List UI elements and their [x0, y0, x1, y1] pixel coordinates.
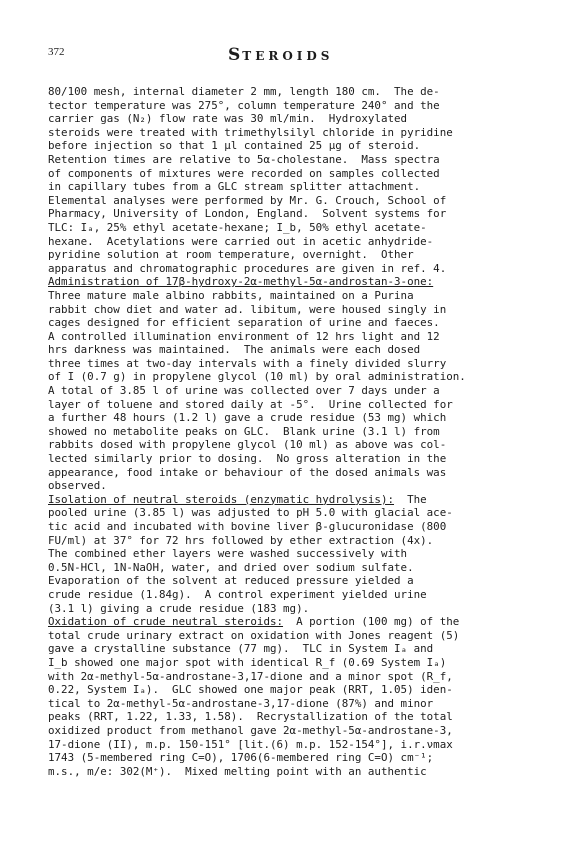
text-line: Evaporation of the solvent at reduced pressure yielded a — [48, 574, 414, 588]
text-line: before injection so that 1 μl contained 25 μg of steroid. — [48, 139, 421, 153]
text-line: of I (0.7 g) in propylene glycol (10 ml) by oral administration. — [48, 370, 466, 384]
text-line: (3.1 l) giving a crude residue (183 mg). — [48, 601, 310, 615]
journal-title-initial: S — [228, 45, 243, 65]
text-line: showed no metabolite peaks on GLC. Blank urine (3.1 l) from — [48, 424, 440, 438]
text-line: 1743 (5-membered ring C=O), 1706(6-membered ring C=O) cm⁻¹; — [48, 751, 434, 765]
text-line: observed. — [48, 479, 107, 493]
text-line: m.s., m/e: 302(M⁺). Mixed melting point with an authentic — [48, 764, 427, 778]
text-line: in capillary tubes from a GLC stream splitter attachment. — [48, 180, 421, 194]
text-line: hexane. Acetylations were carried out in acetic anhydride- — [48, 234, 434, 248]
text-line: layer of toluene and stored daily at -5°. Urine collected for — [48, 397, 453, 411]
text-line: crude residue (1.84g). A control experiment yielded urine — [48, 587, 427, 601]
text-line: pooled urine (3.85 l) was adjusted to pH 5.0 with glacial ace- — [48, 506, 453, 520]
text-line: tic acid and incubated with bovine liver β-glucuronidase (800 — [48, 520, 447, 533]
journal-title-rest: TEROIDS — [242, 49, 334, 63]
section-heading-oxidation: Oxidation of crude neutral steroids: A portion (100 mg) of the — [48, 615, 460, 629]
section-heading-administration: Administration of 17β-hydroxy-2α-methyl-5α-androstan-3-one: — [48, 275, 434, 289]
text-line: rabbits dosed with propylene glycol (10 ml) as above was col- — [48, 438, 447, 452]
text-line: Pharmacy, University of London, England. Solvent systems for — [48, 207, 447, 221]
page-number: 372 — [48, 46, 65, 58]
text-line: tical to 2α-methyl-5α-androstane-3,17-dione (87%) and minor — [48, 696, 434, 710]
text-line: gave a crystalline substance (77 mg). TLC in System Iₐ and — [48, 642, 434, 656]
text-line: tector temperature was 275°, column temperature 240° and the — [48, 98, 440, 112]
text-line: 80/100 mesh, internal diameter 2 mm, length 180 cm. The de- — [48, 85, 440, 98]
text-line: A controlled illumination environment of 12 hrs light and 12 — [48, 329, 440, 343]
text-line: rabbit chow diet and water ad. libitum, were housed singly in — [48, 302, 447, 316]
text-line: Retention times are relative to 5α-cholestane. Mass spectra — [48, 152, 440, 166]
text-line: pyridine solution at room temperature, overnight. Other — [48, 248, 414, 262]
text-line: TLC: Iₐ, 25% ethyl acetate-hexane; I_b, 50% ethyl acetate- — [48, 220, 427, 234]
text-line: appearance, food intake or behaviour of the dosed animals was — [48, 465, 447, 479]
text-line: three times at two-day intervals with a finely divided slurry — [48, 356, 447, 370]
text-line: carrier gas (N₂) flow rate was 30 ml/min. Hydroxylated — [48, 112, 408, 126]
text-line: 0.5N-HCl, 1N-NaOH, water, and dried over sodium sulfate. — [48, 560, 414, 574]
text-line: peaks (RRT, 1.22, 1.33, 1.58). Recrystallization of the total — [48, 710, 453, 724]
text-line: a further 48 hours (1.2 l) gave a crude residue (53 mg) which — [48, 411, 447, 425]
text-line: Three mature male albino rabbits, maintained on a Purina — [48, 288, 414, 302]
body-text — [48, 85, 568, 778]
journal-title — [228, 45, 333, 65]
text-line: total crude urinary extract on oxidation with Jones reagent (5) — [48, 628, 460, 642]
text-line: I_b showed one major spot with identical R_f (0.69 System Iₐ) — [48, 655, 447, 669]
text-line: with 2α-methyl-5α-androstane-3,17-dione and a minor spot (R_f, — [48, 669, 453, 683]
section-heading-isolation: Isolation of neutral steroids (enzymatic hydrolysis): The — [48, 492, 427, 506]
text-line: steroids were treated with trimethylsilyl chloride in pyridine — [48, 125, 453, 139]
text-line: lected similarly prior to dosing. No gross alteration in the — [48, 452, 447, 466]
text-line: of components of mixtures were recorded on samples collected — [48, 166, 440, 180]
text-line: oxidized product from methanol gave 2α-methyl-5α-androstane-3, — [48, 723, 453, 737]
text-line: hrs darkness was maintained. The animals were each dosed — [48, 343, 421, 357]
text-line: The combined ether layers were washed successively with — [48, 547, 408, 561]
text-line: apparatus and chromatographic procedures are given in ref. 4. — [48, 261, 447, 275]
text-line: A total of 3.85 l of urine was collected over 7 days under a — [48, 384, 440, 398]
text-line: FU/ml) at 37° for 72 hrs followed by ether extraction (4x). — [48, 533, 434, 547]
text-line: 17-dione (II), m.p. 150-151° [lit.(6) m.p. 152-154°], i.r.νmax — [48, 737, 453, 751]
text-line: Elemental analyses were performed by Mr. G. Crouch, School of — [48, 193, 447, 207]
text-line: cages designed for efficient separation of urine and faeces. — [48, 316, 440, 330]
text-line: 0.22, System Iₐ). GLC showed one major peak (RRT, 1.05) iden- — [48, 683, 453, 697]
